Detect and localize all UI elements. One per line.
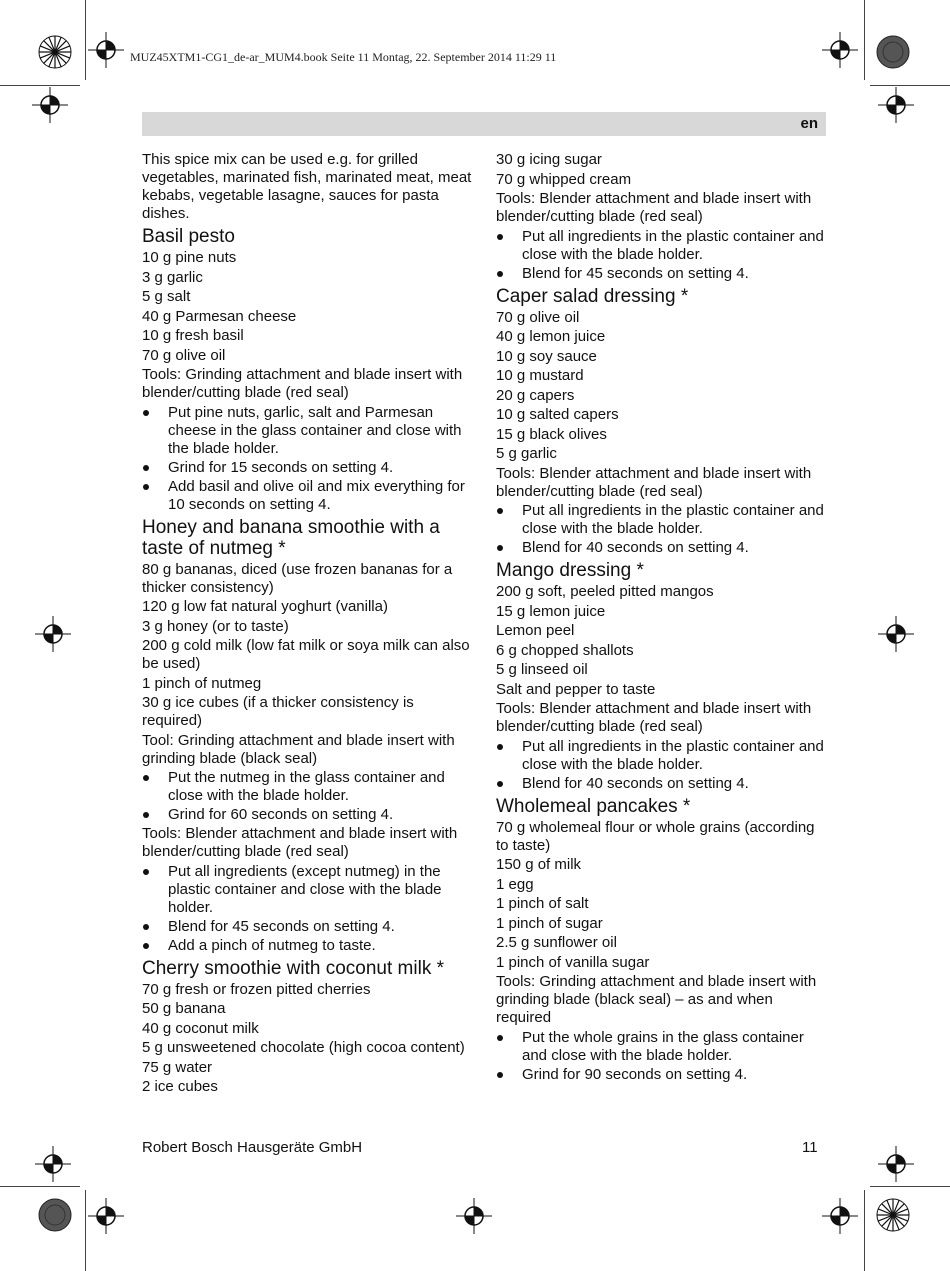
step-item: Put pine nuts, garlic, salt and Parmesan cheese in the glass container and close with the blade holder. — [142, 404, 477, 458]
ingredient: 2 ice cubes — [142, 1078, 218, 1095]
seal-color: red — [644, 208, 667, 225]
ingredient: 20 g capers — [496, 386, 575, 404]
steps-list — [496, 1029, 831, 1084]
ingredient: Lemon peel — [496, 622, 575, 639]
ingredient: 150 g of milk — [496, 856, 582, 873]
tools-text: seal) — [666, 718, 703, 735]
tools-text: seal) — [312, 843, 349, 860]
ingredient: 30 g ice cubes (if a thicker consistency is required) — [142, 694, 414, 729]
seal-color: red — [644, 482, 667, 500]
step-item: Grind for 15 seconds on setting 4. — [142, 459, 477, 477]
page-number: 11 — [802, 1139, 818, 1156]
ingredient: 1 pinch of vanilla sugar — [496, 953, 650, 971]
registration-target-right-upper — [878, 87, 914, 123]
seal-color: red — [290, 384, 313, 401]
ingredient: 3 g garlic — [142, 268, 203, 286]
registration-target-right-middle — [878, 616, 914, 652]
steps-list — [142, 769, 477, 824]
gray-target-top-right — [876, 35, 910, 69]
step-item: Put all ingredients (except nutmeg) in the plastic container and close with the blade holder. — [142, 863, 477, 917]
seal-color: black — [245, 749, 281, 767]
ingredient: 200 g soft, peeled pitted mangos — [496, 583, 714, 600]
tools-text: seal) — [666, 482, 703, 500]
print-header: MUZ45XTM1-CG1_de-ar_MUM4.book Seite 11 Montag, 22. September 2014 11:29 11 — [130, 50, 557, 64]
ingredient: 70 g fresh or frozen pitted cherries — [142, 980, 371, 998]
tools-text: Blender attachment and blade insert with blender/cutting blade ( — [142, 825, 458, 860]
starburst-target-bottom-right — [876, 1198, 910, 1232]
ingredient: 3 g honey (or to taste) — [142, 617, 289, 635]
ingredient: 200 g cold milk (low fat milk or soya milk can also be used) — [142, 637, 470, 672]
gray-target-bottom-left — [38, 1198, 72, 1232]
step-item: Blend for 45 seconds on setting 4. — [496, 265, 831, 283]
ingredient: 30 g icing sugar — [496, 151, 602, 168]
tools-text: seal) — [666, 208, 703, 225]
recipe-title-mango-dressing: Mango dressing * — [496, 560, 644, 581]
ingredient: 15 g lemon juice — [496, 602, 606, 620]
tools-text: Blender attachment and blade insert with blender/cutting blade ( — [496, 190, 812, 225]
ingredient: 120 g low fat natural yoghurt (vanilla) — [142, 598, 388, 615]
step-item: Put all ingredients in the plastic container and close with the blade holder. — [496, 228, 831, 264]
step-item: Grind for 90 seconds on setting 4. — [496, 1066, 831, 1084]
tools-label: Tools: — [496, 973, 536, 990]
tools-line — [142, 825, 477, 861]
seal-color: black — [599, 991, 635, 1008]
ingredient: 40 g Parmesan cheese — [142, 307, 297, 325]
language-bar — [142, 112, 826, 136]
ingredient: 10 g mustard — [496, 367, 584, 384]
ingredient: 2.5 g sunflower oil — [496, 934, 617, 951]
recipe-title-cherry-smoothie: Cherry smoothie with coconut milk * — [142, 957, 444, 979]
ingredient: Salt and pepper to taste — [496, 680, 656, 698]
steps-list — [496, 738, 831, 793]
ingredient: 6 g chopped shallots — [496, 641, 634, 659]
step-item: Grind for 60 seconds on setting 4. — [142, 806, 477, 824]
registration-target-bottom-left — [88, 1198, 124, 1234]
step-item: Put the nutmeg in the glass container and close with the blade holder. — [142, 769, 477, 805]
ingredient: 1 pinch of sugar — [496, 914, 603, 932]
tools-label: Tools: — [496, 464, 536, 482]
tools-text: seal) — [312, 384, 349, 401]
tools-line — [496, 700, 831, 736]
seal-color: red — [644, 718, 667, 735]
ingredient: 1 egg — [496, 875, 534, 893]
right-column — [496, 151, 831, 1085]
recipe-title-wholemeal-pancakes: Wholemeal pancakes * — [496, 795, 691, 817]
step-item: Add basil and olive oil and mix everything for 10 seconds on setting 4. — [142, 478, 477, 514]
ingredient: 5 g garlic — [496, 445, 557, 462]
ingredient: 15 g black olives — [496, 425, 607, 443]
tools-label: Tools: — [496, 700, 536, 717]
steps-list — [142, 863, 477, 955]
intro-paragraph: This spice mix can be used e.g. for grilled vegetables, marinated fish, marinated meat, meat kebabs, vegetable lasagne, sauces for pasta dishes. — [142, 151, 472, 222]
tools-text: seal) — [280, 749, 318, 767]
tools-line — [496, 465, 831, 501]
step-item: Blend for 40 seconds on setting 4. — [496, 775, 831, 793]
step-item: Blend for 45 seconds on setting 4. — [142, 918, 477, 936]
ingredient: 10 g fresh basil — [142, 327, 244, 344]
steps-list — [496, 228, 831, 283]
registration-target-bottom-right — [822, 1198, 858, 1234]
tools-label: Tools: — [496, 190, 536, 207]
ingredient: 10 g salted capers — [496, 406, 619, 423]
tools-label: Tools: — [142, 366, 182, 383]
step-item: Blend for 40 seconds on setting 4. — [496, 539, 831, 557]
tools-text: Blender attachment and blade insert with blender/cutting blade ( — [496, 464, 812, 500]
registration-target-left-middle — [35, 616, 71, 652]
tools-text: Grinding attachment and blade insert with grinding blade ( — [142, 731, 455, 767]
recipe-title-caper-salad-dressing: Caper salad dressing * — [496, 285, 689, 307]
registration-target-left-lower — [35, 1146, 71, 1182]
ingredient: 70 g olive oil — [496, 308, 580, 326]
tools-line — [142, 366, 477, 402]
registration-target-bottom-center — [456, 1198, 492, 1234]
steps-list — [496, 502, 831, 557]
tools-text: Grinding attachment and blade insert with grinding blade ( — [496, 973, 817, 1008]
left-column — [142, 151, 477, 1098]
ingredient: 40 g lemon juice — [496, 328, 606, 345]
tools-line — [142, 732, 477, 768]
ingredient: 10 g soy sauce — [496, 347, 597, 365]
ingredient: 75 g water — [142, 1058, 213, 1076]
tools-line — [496, 190, 831, 226]
starburst-target-top-left — [38, 35, 72, 69]
tools-line — [496, 973, 831, 1027]
ingredient: 1 pinch of salt — [496, 895, 589, 912]
seal-color: red — [290, 843, 313, 860]
registration-target-left-upper — [32, 87, 68, 123]
ingredient: 5 g unsweetened chocolate (high cocoa content) — [142, 1039, 465, 1056]
ingredient: 1 pinch of nutmeg — [142, 674, 262, 692]
tools-text: Grinding attachment and blade insert with blender/cutting blade ( — [142, 366, 463, 401]
ingredient: 10 g pine nuts — [142, 249, 237, 266]
language-tag: en — [800, 115, 818, 132]
step-item: Put all ingredients in the plastic container and close with the blade holder. — [496, 502, 831, 538]
tools-label: Tools: — [142, 825, 182, 842]
step-item: Put the whole grains in the glass container and close with the blade holder. — [496, 1029, 831, 1065]
recipe-title-honey-banana-smoothie: Honey and banana smoothie with a taste of nutmeg * — [142, 516, 440, 559]
ingredient: 80 g bananas, diced (use frozen bananas for a thicker consistency) — [142, 560, 453, 596]
tools-text: seal) – as and when required — [496, 991, 773, 1026]
tools-label: Tool: — [142, 731, 174, 749]
ingredient: 70 g olive oil — [142, 346, 226, 364]
ingredient: 40 g coconut milk — [142, 1019, 259, 1037]
registration-target-top-left — [88, 32, 124, 68]
ingredient: 50 g banana — [142, 1000, 226, 1017]
recipe-title-basil-pesto: Basil pesto — [142, 226, 235, 247]
step-item: Add a pinch of nutmeg to taste. — [142, 937, 477, 955]
ingredient: 5 g linseed oil — [496, 661, 588, 678]
steps-list — [142, 404, 477, 514]
tools-text: Blender attachment and blade insert with blender/cutting blade ( — [496, 700, 812, 735]
footer-company: Robert Bosch Hausgeräte GmbH — [142, 1139, 363, 1156]
registration-target-right-lower — [878, 1146, 914, 1182]
step-item: Put all ingredients in the plastic container and close with the blade holder. — [496, 738, 831, 774]
ingredient: 70 g wholemeal flour or whole grains (according to taste) — [496, 818, 815, 854]
ingredient: 70 g whipped cream — [496, 170, 632, 188]
registration-target-top-right — [822, 32, 858, 68]
ingredient: 5 g salt — [142, 288, 191, 305]
